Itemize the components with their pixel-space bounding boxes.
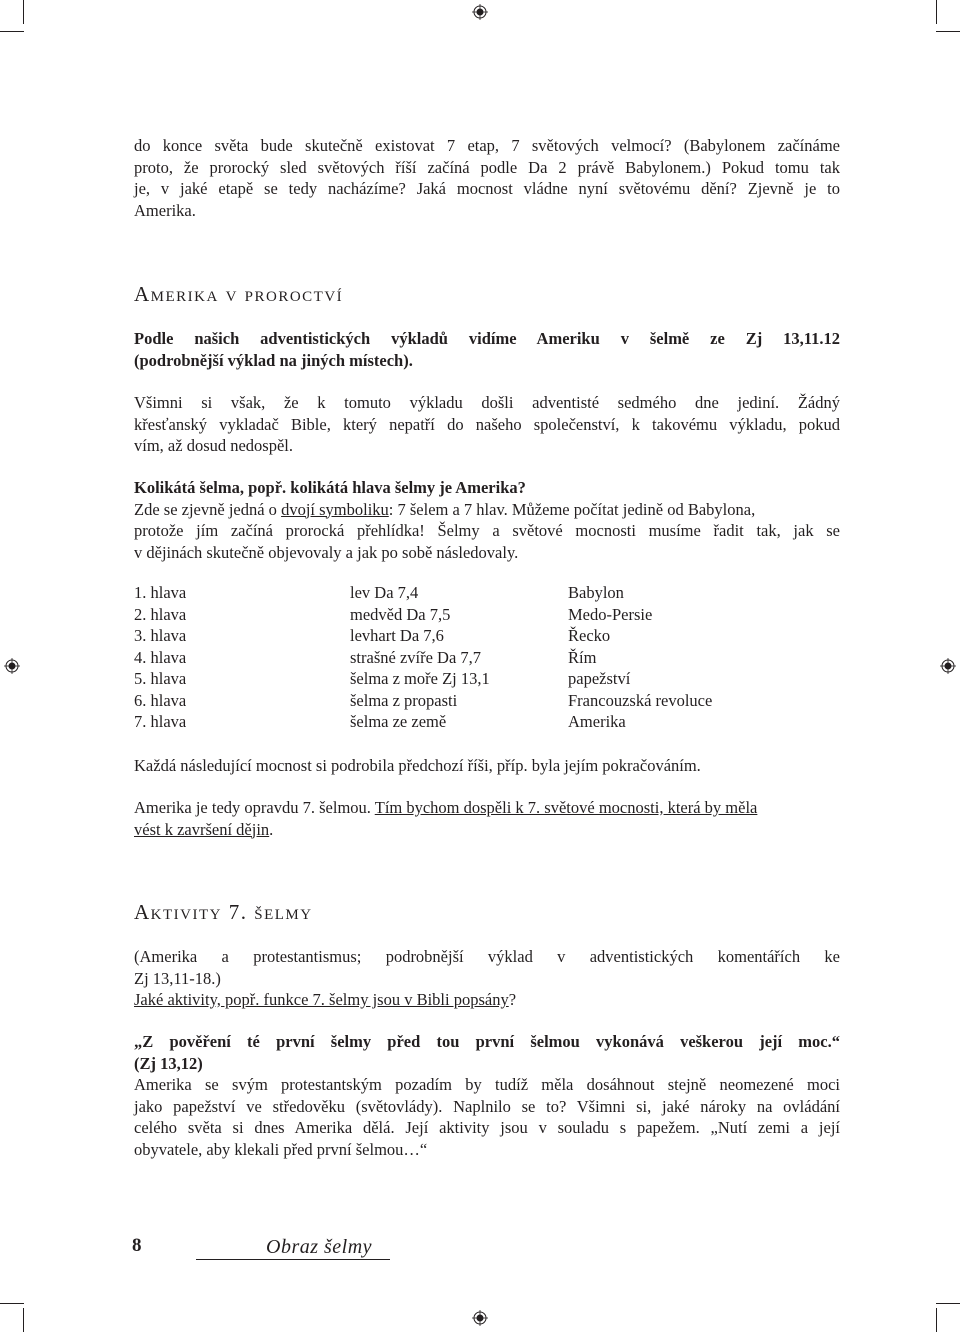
section-heading: Aktivity 7. šelmy xyxy=(134,900,313,924)
text-line: (podrobnější výklad na jiných místech). xyxy=(134,350,413,370)
crop-mark xyxy=(936,31,960,32)
running-title: Obraz šelmy xyxy=(266,1236,373,1258)
text-line: proto, že prorocký sled světových říší začíná podle Da 2 právě Babylonem.) Pokud tomu tak xyxy=(134,157,840,177)
intro-paragraph xyxy=(134,135,840,221)
crop-mark xyxy=(936,1308,937,1332)
text-line: do konce světa bude skutečně existovat 7 etap, 7 světových velmocí? (Babylonem začínáme xyxy=(134,136,840,155)
text-line: Podle našich adventistických výkladů vidíme Ameriku v šelmě ze Zj 13,11.12 xyxy=(134,329,840,348)
footer-rule xyxy=(196,1259,390,1260)
registration-mark-icon xyxy=(472,4,488,20)
quote-line: (Zj 13,12) xyxy=(134,1053,203,1073)
text-line: protože jím začíná prorocká přehlídka! Šelmy a světové mocnosti musíme řadit tak, jak se xyxy=(134,521,840,540)
quote-line: „Z pověření té první šelmy před tou první šelmou vykonává veškerou její moc.“ xyxy=(134,1032,840,1051)
text-line: v dějinách skutečně objevovaly a jak po sobě následovaly. xyxy=(134,542,519,562)
crop-mark xyxy=(23,0,24,24)
text-line: celého světa si dnes Amerika dělá. Její aktivity jsou v souladu s papežem. „Nutí zemi a její xyxy=(134,1118,840,1137)
registration-mark-icon xyxy=(472,1310,488,1326)
text-line: Zj 13,11-18.) xyxy=(134,968,221,988)
text-line: jako papežství ve středověku (světovlády). Naplnilo se to? Všimni si, jaké nároky na ovládání xyxy=(134,1096,840,1116)
text-line: (Amerika a protestantismus; podrobnější výklad v adventistických komentářích ke xyxy=(134,947,840,966)
underlined-text: dvojí symboliku xyxy=(281,499,389,519)
document-page: do konce světa bude skutečně existovat 7 etap, 7 světových velmocí? (Babylonem začínáme proto, že prorocký sled světových říší začíná podle Da 2 právě Babylonem.) Pokud tomu tak je, v jaké etapě se tedy nacházíme? Jaká mocnost vládne nyní světovému dění? Zjevně je to Amerika. Amerika v proroctví Podle našich adventistických výkladů vidíme Ameriku v šelmě ze Zj 13,11.12 (podrobnější výklad na jiných místech). Všimni si však, že k tomuto výkladu došli adventisté sedmého dne jediní. Žádný křesťanský vykladač Bible, který nepatří do našeho společenství, k takovému výkladu, pokud vím, až dosud nedospěl. Kolikátá šelma, popř. kolikátá hlava šelmy je Amerika? Zde se zjevně jedná o dvojí symboliku: 7 šelem a 7 hlav. Můžeme počítat jedině od Babylona, protože jím začíná prorocká přehlídka! Šelmy a světové mocnosti musíme řadit tak, jak se v dějinách skutečně objevovaly a jak po sobě následovaly. 1. hlava lev Da 7,4 Babylon 2. hlava medvěd Da 7,5 Medo-Persie 3. hlava levhart Da 7,6 Řecko 4. hlava strašné zvíře Da 7,7 Řím 5. hlava šelma z moře Zj 13,1 papežství 6. hlava šelma z propasti Francouzská revoluce 7. hlava šelma ze země Amerika Každá následující mocnost si podrobila předchozí říši, příp. byla jejím pokračováním. Amerika je tedy opravdu 7. šelmou. Tím bychom dospěli k 7. světové mocnosti, která by měla vést k završení dějin. Aktivity 7. šelmy (Amerika a protestantismus; podrobnější výklad v adventistických komentářích ke Zj 13,11-18.) Jaké aktivity, popř. funkce 7. šelmy jsou v Bibli popsány? „Z pověření té první šelmy před tou první šelmou vykonává veškerou její moc.“ (Zj 13,12) Amerika se svým protestantským pozadím by tudíž měla dosáhnout stejně neomezené moci jako papežství ve středověku (světovlády). Naplnilo se to? Všimni si, jaké nároky na ovládání celého světa si dnes Amerika dělá. Její aktivity jsou v souladu s papežem. „Nutí zemi a její obyvatele, aby klekali před první šelmou…“ 8 Obraz šelmy xyxy=(0,0,960,1332)
text-line: Všimni si však, že k tomuto výkladu došli adventisté sedmého dne jediní. Žádný xyxy=(134,393,840,412)
crop-mark xyxy=(0,1303,24,1304)
text-line: obyvatele, aby klekali před první šelmou…“ xyxy=(134,1139,428,1159)
text-line: je, v jaké etapě se tedy nacházíme? Jaká mocnost vládne nyní světovému dění? Zjevně je to xyxy=(134,179,840,198)
question-line: Kolikátá šelma, popř. kolikátá hlava šelmy je Amerika? xyxy=(134,478,526,497)
thesis-paragraph xyxy=(134,328,840,371)
page-number: 8 xyxy=(132,1235,142,1256)
each-power-paragraph xyxy=(134,755,840,777)
crop-mark xyxy=(0,31,24,32)
registration-mark-icon xyxy=(4,658,20,674)
text-line: Každá následující mocnost si podrobila předchozí říši, příp. byla jejím pokračováním. xyxy=(134,756,701,775)
text-line: Jaké aktivity, popř. funkce 7. šelmy jsou v Bibli popsány? xyxy=(134,990,517,1009)
underlined-text: Jaké aktivity, popř. funkce 7. šelmy jsou v Bibli popsány xyxy=(134,990,509,1009)
question-paragraph xyxy=(134,477,840,563)
section-heading: Amerika v proroctví xyxy=(134,282,344,306)
underlined-text: Tím bychom dospěli k 7. světové mocnosti, která by měla xyxy=(374,798,758,817)
crop-mark xyxy=(23,1308,24,1332)
quote-paragraph xyxy=(134,1031,840,1160)
text-line: Zde se zjevně jedná o dvojí symboliku: 7 šelem a 7 hlav. Můžeme počítat jedině od Babylona, xyxy=(134,499,756,519)
text-line: křesťanský vykladač Bible, který nepatří do našeho společenství, k takovému výkladu, pokud xyxy=(134,414,840,434)
text-line: Amerika se svým protestantským pozadím by tudíž měla dosáhnout stejně neomezené moci xyxy=(134,1075,840,1094)
america-paragraph xyxy=(134,797,840,840)
underlined-text: vést k završení dějin xyxy=(134,819,270,839)
crop-mark xyxy=(936,1303,960,1304)
text-line: vést k završení dějin. xyxy=(134,819,274,839)
paren-paragraph xyxy=(134,946,840,1011)
text-line: Amerika. xyxy=(134,200,196,220)
text-line: vím, až dosud nedospěl. xyxy=(134,436,294,455)
registration-mark-icon xyxy=(940,658,956,674)
crop-mark xyxy=(936,0,937,24)
note-paragraph xyxy=(134,392,840,457)
text-line: Amerika je tedy opravdu 7. šelmou. Tím bychom dospěli k 7. světové mocnosti, která by měla xyxy=(134,798,758,817)
